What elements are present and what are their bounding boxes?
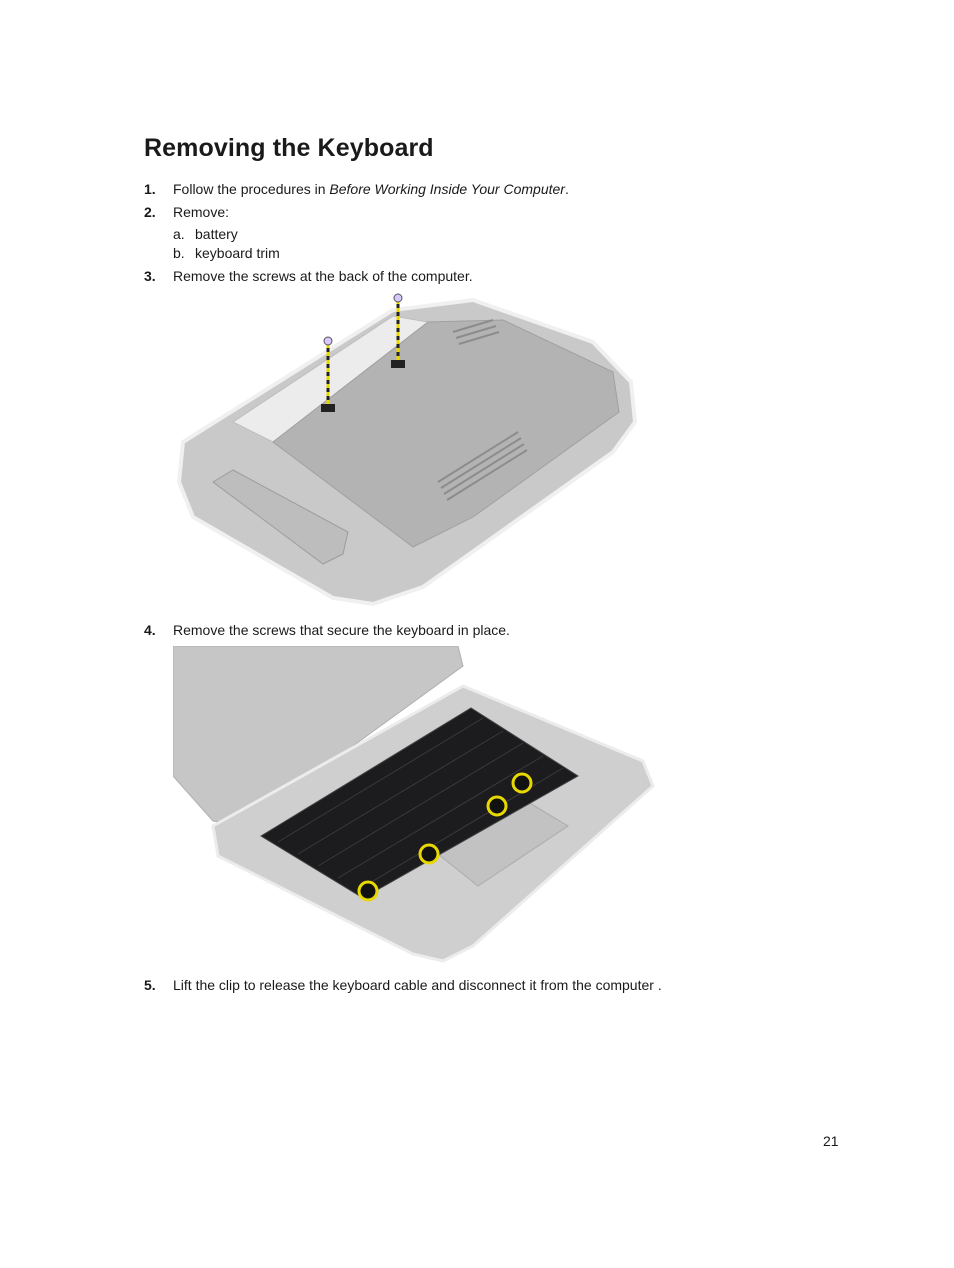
laptop-bottom-figure: [173, 292, 643, 610]
step-text: Follow the procedures in Before Working Inside Your Computer.: [173, 181, 569, 197]
subitem-text: keyboard trim: [195, 245, 280, 261]
page-title: Removing the Keyboard: [144, 134, 434, 162]
step-reference-link: Before Working Inside Your Computer: [329, 181, 565, 197]
step-text: Remove the screws at the back of the computer.: [173, 268, 473, 284]
step-number: 1.: [144, 181, 156, 197]
subitem-letter: a.: [173, 226, 185, 242]
page-number: 21: [823, 1133, 839, 1149]
subitem-a: [173, 225, 238, 243]
step-text: Lift the clip to release the keyboard cable and disconnect it from the computer .: [173, 977, 662, 993]
step-text: Remove:: [173, 204, 230, 220]
screw-marker-4: [488, 797, 506, 815]
screw-marker-6: [359, 882, 377, 900]
screw-marker-5: [420, 845, 438, 863]
step-number: 4.: [144, 622, 156, 638]
subitem-letter: b.: [173, 245, 185, 261]
screw-marker-3: [513, 774, 531, 792]
laptop-keyboard-figure: [173, 646, 655, 964]
subitem-b: [173, 244, 280, 262]
step-text: Remove the screws that secure the keyboard in place.: [173, 622, 510, 638]
step-number: 5.: [144, 977, 156, 993]
subitem-text: battery: [195, 226, 238, 242]
step-number: 3.: [144, 268, 156, 284]
step-number: 2.: [144, 204, 156, 220]
